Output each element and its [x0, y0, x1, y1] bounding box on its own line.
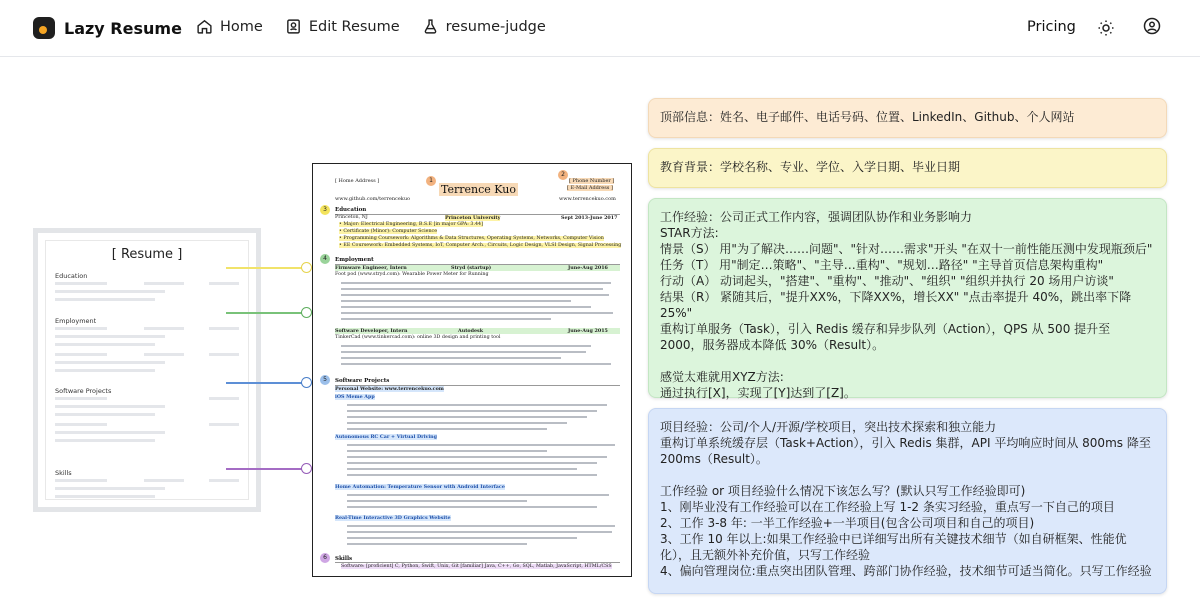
sample-job2-sub: TinkerCad (www.tinkercad.com): online 3D design and printing tool: [335, 335, 501, 340]
wireframe-title: [ Resume ]: [111, 247, 183, 262]
sample-job2-title: Software Developer, Intern: [335, 328, 620, 334]
sample-projects-website: Personal Website: www.terrencekuo.com: [335, 386, 444, 392]
sample-education-head: Education: [335, 207, 367, 213]
badge-4: 4: [320, 254, 330, 264]
badge-3: 3: [320, 205, 330, 215]
sample-skills-head: Skills: [335, 556, 353, 562]
nav-home[interactable]: [196, 18, 263, 35]
sample-email: [ E-Mail Address ]: [567, 185, 613, 191]
sample-edu-date: Sept 2013-June 2017: [561, 215, 618, 221]
connector-skills: [226, 468, 306, 470]
connector-employment: [226, 312, 306, 314]
card-project-experience: [648, 408, 1167, 594]
nav-resume-judge[interactable]: [422, 18, 546, 35]
sample-edu-school: Princeton University: [445, 215, 501, 221]
card-header-info-text: 顶部信息：姓名、电子邮件、电话号码、位置、LinkedIn、Github、个人网站: [660, 110, 1075, 124]
sample-job1-title: Firmware Engineer, Intern: [335, 265, 620, 271]
sample-phone: [ Phone Number ]: [569, 178, 615, 184]
card-education-text: 教育背景：学校名称、专业、学位、入学日期、毕业日期: [660, 160, 961, 174]
user-icon[interactable]: [1143, 17, 1161, 35]
sample-edu-line-4: • EE Coursework: Embedded Systems, IoT, Computer Arch., Circuits, Logic Design, VLSI Design, Signal Processing: [339, 243, 622, 248]
sample-resume: [312, 163, 632, 577]
home-icon: [196, 18, 213, 35]
wireframe-section-skills: Skills: [55, 469, 72, 477]
sample-proj3: Home Automation: Temperature Sensor with Android Interface: [335, 484, 505, 490]
sample-job1-date: June-Aug 2016: [568, 265, 608, 271]
wireframe-section-employment: Employment: [55, 317, 97, 325]
badge-2: 2: [558, 170, 568, 180]
sample-job1-company: Stryd (startup): [451, 265, 492, 271]
sample-edu-line-1: • Major: Electrical Engineering, B.S.E [in major GPA: 3.44]: [339, 222, 483, 227]
sample-edu-loc: Princeton, NJ: [335, 215, 368, 220]
card-project-experience-text: 项目经验：公司/个人/开源/学校项目，突出技术探索和独立能力 重构订单系统缓存层（Task+Action），引入 Redis 集群，API 平均响应时间从 800ms 降至 200ms（Result）。 工作经验 or 项目经验什么情况下该怎么写？(默认只写工作经验即可) 1、刚毕业没有工作经验可以在工作经验上写 1-2 条实习经验，重点写一下自己的项目 2、工作 3-8 年: 一半工作经验+一半项目(包含公司项目和自己的项目) 3、工作 10 年以上:如果工作经验中已详细写出所有关键技术细节（如自研框架、性能优化），且无额外补充价值，只写工作经验 4、偏向管理岗位:重点突出团队管理、跨部门协作经验，技术细节可适当简化。只写工作经验: [660, 420, 1152, 578]
nav-resume-judge-label: resume-judge: [445, 18, 546, 35]
badge-6: 6: [320, 553, 330, 563]
card-work-experience: [648, 198, 1167, 398]
sample-job1-sub: Foot pod (www.stryd.com): Wearable Power Meter for Running: [335, 272, 489, 277]
id-card-icon: [285, 18, 302, 35]
connector-dot-employment: [301, 307, 312, 318]
sample-skills-line: Software: [proficient] C, Python, Swift, Unix, Git [familiar] Java, C++, Go, SQL, Matlab, JavaScript, HTML/CSS: [341, 564, 612, 569]
nav-home-label: Home: [220, 18, 263, 35]
sample-edu-line-3: • Programming Coursework: Algorithms & Data Structures, Operating Systems, Networks, Computer Vision: [339, 236, 604, 241]
card-work-experience-text: 工作经验：公司正式工作内容，强调团队协作和业务影响力 STAR方法: 情景（S） 用"为了解决……问题"、"针对……需求"开头 "在双十一前性能压测中发现瓶颈后" 任务（T） 用"制定…策略"、"主导…重构"、"规划…路径" "主导首页信息架构重构" 行动（A） 动词起头，"搭建"、"重构"、"推动"、"组织" "组织并执行 20 场用户访谈" 结果（R） 紧随其后，"提升XX%，下降XX%，增长XX" "点击率提升 40%，跳出率下降 25%" 重构订单服务（Task），引入 Redis 缓存和异步队列（Action），QPS 从 500 提升至 2000，服务器成本降低 30%（Result）。 感觉太难就用XYZ方法: 通过执行[X]，实现了[Y]达到了[Z]。: [660, 210, 1153, 400]
card-education: [648, 148, 1167, 188]
sample-proj2: Autonomous RC Car + Virtual Driving: [335, 434, 437, 440]
sample-job2-company: Autodesk: [458, 328, 484, 334]
card-header-info: [648, 98, 1167, 138]
brand-link[interactable]: [33, 17, 182, 39]
nav-edit-resume[interactable]: [285, 18, 400, 35]
sample-job2-date: June-Aug 2015: [568, 328, 608, 334]
flask-icon: [422, 18, 439, 35]
sun-icon[interactable]: [1097, 19, 1115, 37]
wireframe-section-education: Education: [55, 272, 88, 280]
connector-dot-education: [301, 262, 312, 273]
sample-projects-head: Software Projects: [335, 378, 390, 384]
sample-website: www.terrencekuo.com: [559, 196, 616, 202]
badge-5: 5: [320, 375, 330, 385]
sample-home-address: [ Home Address ]: [335, 178, 380, 184]
sample-employment-head: Employment: [335, 257, 374, 263]
pricing-link[interactable]: Pricing: [1027, 19, 1076, 35]
sample-edu-line-2: • Certificate (Minor): Computer Science: [339, 229, 438, 234]
top-navbar: [0, 0, 1200, 57]
wireframe-page: [45, 240, 249, 500]
sample-proj1: iOS Meme App: [335, 394, 375, 400]
nav-edit-resume-label: Edit Resume: [308, 18, 400, 35]
sample-github: www.github.com/terrencekuo: [335, 196, 411, 202]
sample-name: Terrence Kuo: [441, 183, 516, 196]
badge-1: 1: [426, 176, 436, 186]
wireframe-section-projects: Software Projects: [55, 387, 112, 395]
logo-icon: [33, 17, 55, 39]
connector-projects: [226, 382, 306, 384]
main-nav: [196, 18, 546, 35]
sample-proj4: Real-Time Interactive 3D Graphics Website: [335, 515, 451, 521]
connector-dot-skills: [301, 463, 312, 474]
connector-dot-projects: [301, 377, 312, 388]
connector-education: [226, 267, 306, 269]
brand-name: Lazy Resume: [64, 18, 182, 38]
